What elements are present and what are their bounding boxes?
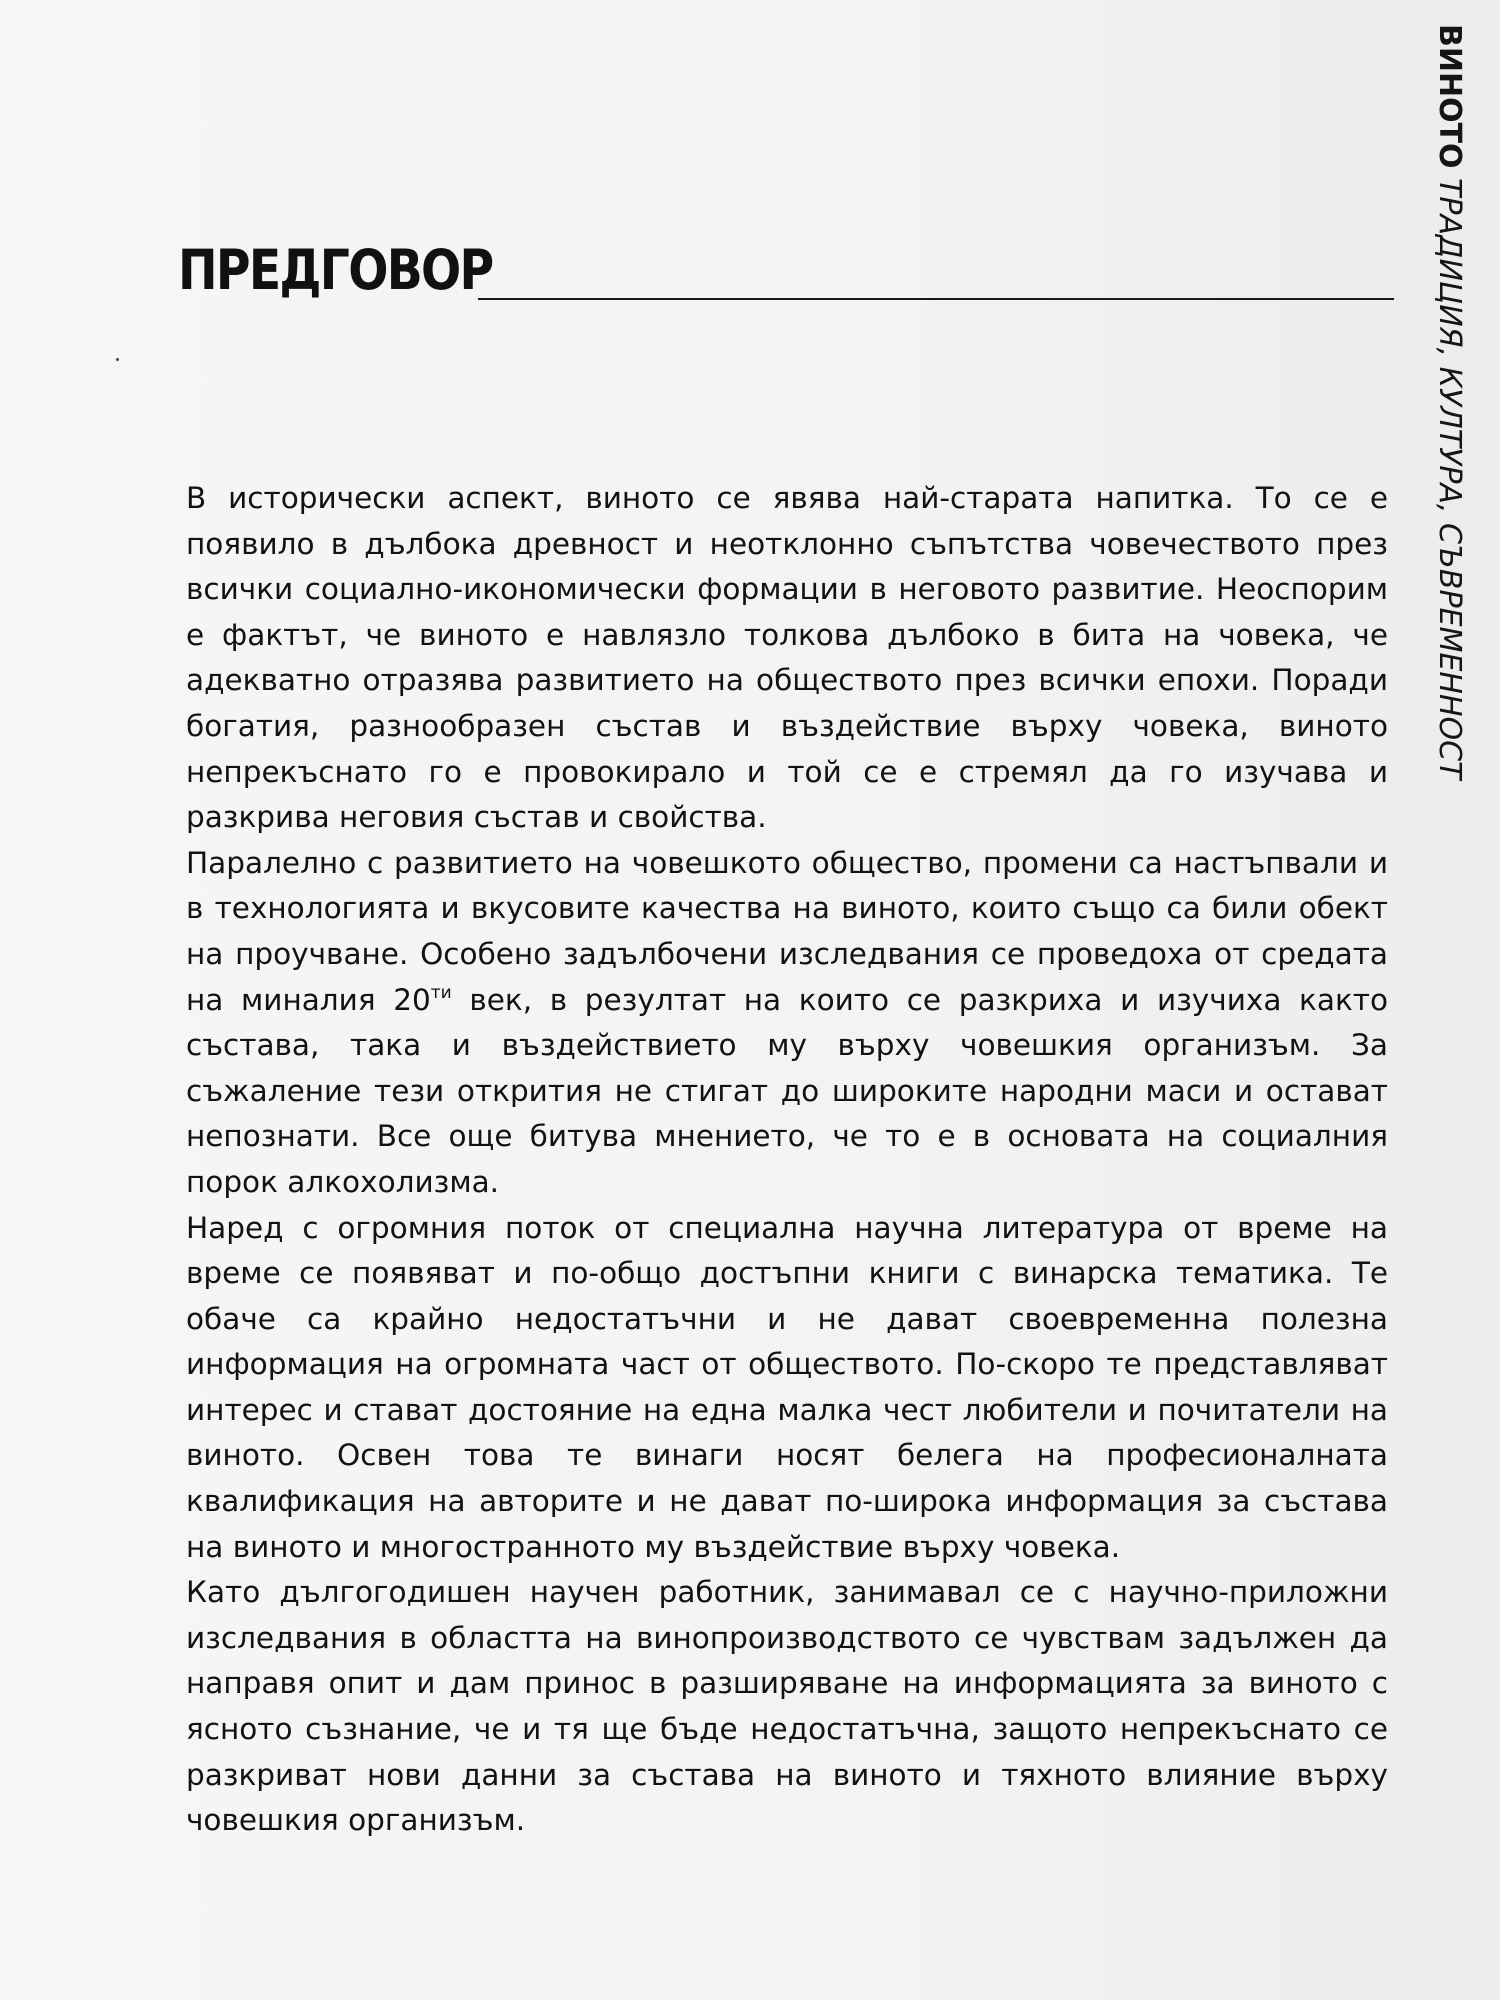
running-header-sub: ТРАДИЦИЯ, КУЛТУРА, СЪВРЕМЕННОСТ (1432, 178, 1467, 780)
running-header (1432, 24, 1467, 779)
paragraph-2-part-a: Паралелно с развитието на човешкото общество, промени са настъпвали и в технологията и вкусовите качества на виното, които също са били обект на проучване. Особено задълбочени изследвания се проведоха от средата на миналия 20 (186, 845, 1388, 1017)
paragraph-2 (186, 841, 1388, 1206)
paragraph-2-part-b: век, в резултат на които се разкриха и изучиха както състава, така и въздействието му върху човешкия организъм. За съжаление тези открития не стигат до широките народни маси и остават непознати. Все още битува мнението, че то е в основата на социалния порок алкохолизма. (186, 982, 1388, 1199)
print-speck (116, 358, 119, 361)
paragraph-4: Като дългогодишен научен работник, занимавал се с научно-приложни изследвания в областта на винопроизводството се чувствам задължен да направя опит и дам принос в разширяване на информацията за виното с ясното съзнание, че и тя ще бъде недостатъчна, защото непрекъснато се разкриват нови данни за състава на виното и тяхното влияние върху човешкия организъм. (186, 1575, 1388, 1838)
title-row (178, 238, 1394, 304)
running-header-main: ВИНОТО (1432, 24, 1467, 169)
title-underline (478, 298, 1394, 300)
preface-body (186, 476, 1388, 1844)
page-title: ПРЕДГОВОР (178, 238, 493, 302)
paragraph-1: В исторически аспект, виното се явява най-старата напитка. То се е появило в дълбока древност и неотклонно съпътства човечеството през всички социално-икономически формации в неговото развитие. Неоспорим е фактът, че виното е навлязло толкова дълбоко в бита на човека, че адекватно отразява развитието на обществото през всички епохи. Поради богатия, разнообразен състав и въздействие върху човека, виното непрекъснато го е провокирало и той се е стремял да го изучава и разкрива неговия състав и свойства. (186, 481, 1388, 835)
paragraph-3: Наред с огромния поток от специална научна литература от време на време се появяват и по-общо достъпни книги с винарска тематика. Те обаче са крайно недостатъчни и не дават своевременна полезна информация на огромната част от обществото. По-скоро те представляват интерес и стават достояние на една малка чест любители и почитатели на виното. Освен това те винаги носят белега на професионалната квалификация на авторите и не дават по-широка информация за състава на виното и многостранното му въздействие върху човека. (186, 1210, 1388, 1564)
superscript-ordinal: ти (430, 982, 452, 1003)
